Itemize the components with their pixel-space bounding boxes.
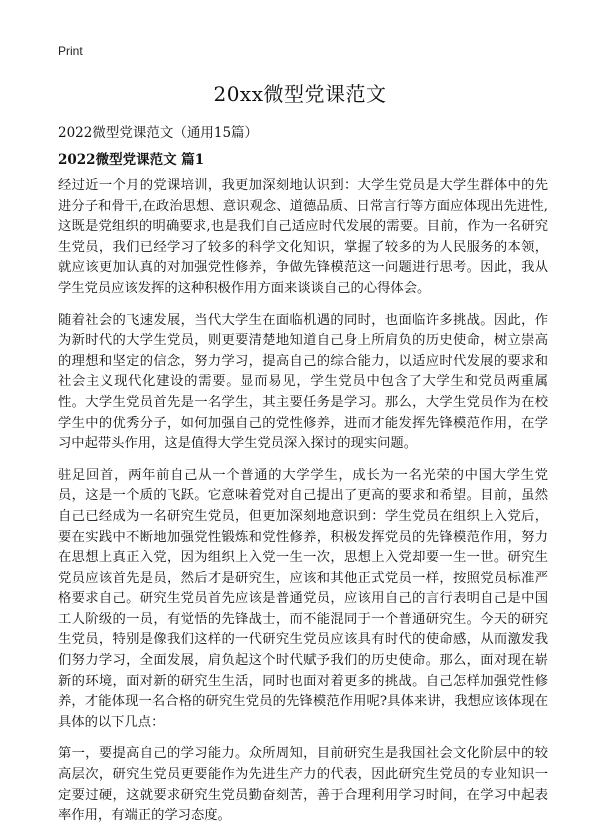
section-heading: 2022微型党课范文 篇1 [58, 152, 205, 168]
document-subtitle: 2022微型党课范文（通用15篇） [58, 125, 259, 141]
page-title: 20xx微型党课范文 [213, 82, 387, 106]
print-label[interactable]: Print [58, 44, 83, 58]
paragraph-3: 驻足回首，两年前自己从一个普通的大学学生，成长为一名光荣的中国大学生党员，这是一个质的飞跃。它意味着党对自己提出了更高的要求和希望。目前，虽然自己已经成为一名研究生党员，但更加深刻地意识到：学生党员在组织上入党后，要在实践中不断地加强党性锻炼和党性修养，积极发挥党员的先锋模范作用，努力在思想上真正入党，因为组织上入党一生一次，思想上入党却要一生一世。研究生党员应该首先是员，然后才是研究生，应该和其他正式党员一样，按照党员标准严格要求自己。研究生党员首先应该是普通党员，应该用自己的言行表明自己是中国工人阶级的一员，有觉悟的先锋战士，而不能混同于一个普通研究生。今天的研究生党员，特别是像我们这样的一代研究生党员应该具有时代的使命感，从而激发我们努力学习，全面发展，肩负起这个时代赋予我们的历史使命。那么，面对现在崭新的环境，面对新的研究生生活，同时也面对着更多的挑战。自己怎样加强党性修养，才能体现一名合格的研究生党员的先锋模范作用呢?具体来讲，我想应该体现在具体的以下几点： [58, 467, 548, 730]
paragraph-2: 随着社会的飞速发展，当代大学生在面临机遇的同时，也面临许多挑战。因此，作为新时代的大学生党员，则更要清楚地知道自己身上所肩负的历史使命，树立崇高的理想和坚定的信念，努力学习，提高自己的综合能力，以适应时代发展的要求和社会主义现代化建设的需要。显而易见，学生党员中包含了大学生和党员两重属性。大学生党员首先是一名学生，其主要任务是学习。那么，大学生党员作为在校学生中的优秀分子，如何加强自己的党性修养，进而才能发挥先锋模范作用，在学习中起带头作用，这是值得大学生党员深入探讨的现实问题。 [58, 312, 548, 452]
article-body [58, 176, 548, 838]
paragraph-1: 经过近一个月的党课培训，我更加深刻地认识到：大学生党员是大学生群体中的先进分子和骨干,在政治思想、意识观念、道德品质、日常言行等方面应体现出先进性,这既是党组织的明确要求,也是我们自己适应时代发展的需要。目前，作为一名研究生党员，我们已经学习了较多的科学文化知识，掌握了较多的为人民服务的本领，就应该更加认真的对加强党性修养，争做先锋模范这一问题进行思考。因此，我从学生党员应该发挥的这种积极作用方面来谈谈自己的心得体会。 [58, 178, 548, 296]
paragraph-4: 第一，要提高自己的学习能力。众所周知，目前研究生是我国社会文化阶层中的较高层次，研究生党员更要能作为先进生产力的代表，因此研究生党员的专业知识一定要过硬，这就要求研究生党员勤奋刻苦，善于合理利用学习时间，在学习中起表率作用，有端正的学习态度。 [58, 746, 548, 824]
